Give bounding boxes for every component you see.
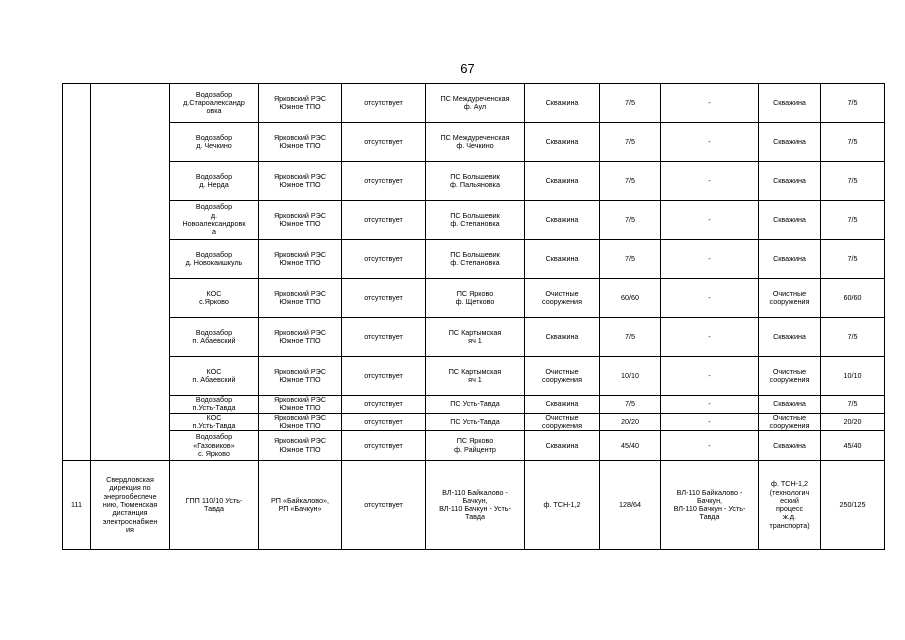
cell-reserve: отсутствует bbox=[342, 396, 426, 414]
cell-load: 7/5 bbox=[600, 318, 661, 357]
cell-consumer: Скважина bbox=[525, 123, 600, 162]
cell-substation: ПС Междуреченская ф. Аул bbox=[426, 84, 525, 123]
cell-alt-load: 7/5 bbox=[821, 396, 885, 414]
cell-alt-source: - bbox=[661, 201, 759, 240]
cell-alt-source: - bbox=[661, 240, 759, 279]
cell-res: Ярковский РЭС Южное ТПО bbox=[259, 279, 342, 318]
cell-res: Ярковский РЭС Южное ТПО bbox=[259, 431, 342, 461]
cell-load: 10/10 bbox=[600, 357, 661, 396]
cell-alt-load: 20/20 bbox=[821, 413, 885, 431]
cell-res: Ярковский РЭС Южное ТПО bbox=[259, 357, 342, 396]
table-row bbox=[63, 357, 885, 396]
cell-reserve: отсутствует bbox=[342, 413, 426, 431]
cell-res: РП «Байкалово», РП «Бачкун» bbox=[259, 461, 342, 550]
cell-reserve: отсутствует bbox=[342, 318, 426, 357]
cell-substation: ПС Картымская яч 1 bbox=[426, 357, 525, 396]
cell-load: 7/5 bbox=[600, 123, 661, 162]
cell-substation: ПС Усть-Тавда bbox=[426, 396, 525, 414]
cell-consumer: Очистные сооружения bbox=[525, 357, 600, 396]
cell-load: 128/64 bbox=[600, 461, 661, 550]
cell-consumer: Скважина bbox=[525, 240, 600, 279]
cell-alt-source: - bbox=[661, 318, 759, 357]
cell-object: Водозабор д.Староалександр овка bbox=[170, 84, 259, 123]
cell-res: Ярковский РЭС Южное ТПО bbox=[259, 84, 342, 123]
cell-consumer: Очистные сооружения bbox=[525, 279, 600, 318]
cell-reserve: отсутствует bbox=[342, 279, 426, 318]
cell-alt-consumer: Очистные сооружения bbox=[759, 357, 821, 396]
table-row bbox=[63, 279, 885, 318]
cell-reserve: отсутствует bbox=[342, 461, 426, 550]
table-row bbox=[63, 413, 885, 431]
cell-consumer: ф. ТСН-1,2 bbox=[525, 461, 600, 550]
cell-alt-load: 250/125 bbox=[821, 461, 885, 550]
cell-consumer: Скважина bbox=[525, 431, 600, 461]
cell-reserve: отсутствует bbox=[342, 123, 426, 162]
cell-alt-consumer: Скважина bbox=[759, 201, 821, 240]
cell-reserve: отсутствует bbox=[342, 240, 426, 279]
cell-consumer: Очистные сооружения bbox=[525, 413, 600, 431]
cell-object: КОС с.Ярково bbox=[170, 279, 259, 318]
cell-res: Ярковский РЭС Южное ТПО bbox=[259, 162, 342, 201]
cell-alt-source: - bbox=[661, 396, 759, 414]
cell-substation: ПС Большевик ф. Пальяновка bbox=[426, 162, 525, 201]
table-row bbox=[63, 201, 885, 240]
cell-alt-load: 7/5 bbox=[821, 84, 885, 123]
cell-alt-load: 7/5 bbox=[821, 201, 885, 240]
table-row bbox=[63, 240, 885, 279]
cell-res: Ярковский РЭС Южное ТПО bbox=[259, 201, 342, 240]
cell-load: 20/20 bbox=[600, 413, 661, 431]
organization-cell bbox=[91, 84, 170, 461]
cell-alt-consumer: Скважина bbox=[759, 396, 821, 414]
cell-substation: ПС Усть-Тавда bbox=[426, 413, 525, 431]
cell-alt-source: - bbox=[661, 279, 759, 318]
cell-object: Водозабор п. Абаевский bbox=[170, 318, 259, 357]
cell-alt-source: - bbox=[661, 123, 759, 162]
cell-reserve: отсутствует bbox=[342, 84, 426, 123]
cell-alt-load: 45/40 bbox=[821, 431, 885, 461]
cell-load: 60/60 bbox=[600, 279, 661, 318]
cell-alt-consumer: Скважина bbox=[759, 162, 821, 201]
cell-reserve: отсутствует bbox=[342, 201, 426, 240]
cell-substation: ПС Картымская яч 1 bbox=[426, 318, 525, 357]
cell-substation: ПС Ярково ф. Щетково bbox=[426, 279, 525, 318]
cell-alt-consumer: Скважина bbox=[759, 240, 821, 279]
cell-consumer: Скважина bbox=[525, 318, 600, 357]
table-row bbox=[63, 162, 885, 201]
cell-res: Ярковский РЭС Южное ТПО bbox=[259, 396, 342, 414]
table-row bbox=[63, 318, 885, 357]
power-supply-table bbox=[62, 83, 885, 550]
cell-load: 7/5 bbox=[600, 162, 661, 201]
cell-alt-load: 7/5 bbox=[821, 162, 885, 201]
table-body bbox=[63, 84, 885, 550]
cell-alt-source: - bbox=[661, 413, 759, 431]
cell-object: КОС п. Абаевский bbox=[170, 357, 259, 396]
cell-alt-load: 7/5 bbox=[821, 318, 885, 357]
cell-alt-load: 7/5 bbox=[821, 240, 885, 279]
cell-res: Ярковский РЭС Южное ТПО bbox=[259, 318, 342, 357]
table-row bbox=[63, 461, 885, 550]
cell-load: 7/5 bbox=[600, 201, 661, 240]
cell-consumer: Скважина bbox=[525, 84, 600, 123]
cell-alt-source: ВЛ-110 Байкалово - Бачкун, ВЛ-110 Бачкун - Усть- Тавда bbox=[661, 461, 759, 550]
cell-alt-consumer: Очистные сооружения bbox=[759, 279, 821, 318]
cell-res: Ярковский РЭС Южное ТПО bbox=[259, 240, 342, 279]
table-row bbox=[63, 84, 885, 123]
cell-object: Водозабор «Газовиков» с. Ярково bbox=[170, 431, 259, 461]
table-row bbox=[63, 431, 885, 461]
cell-alt-source: - bbox=[661, 84, 759, 123]
cell-alt-consumer: Скважина bbox=[759, 431, 821, 461]
cell-res: Ярковский РЭС Южное ТПО bbox=[259, 123, 342, 162]
cell-object: Водозабор д. Нерда bbox=[170, 162, 259, 201]
cell-object: Водозабор д. Новоалександровк а bbox=[170, 201, 259, 240]
cell-alt-load: 7/5 bbox=[821, 123, 885, 162]
cell-reserve: отсутствует bbox=[342, 431, 426, 461]
cell-load: 7/5 bbox=[600, 396, 661, 414]
cell-load: 7/5 bbox=[600, 240, 661, 279]
cell-substation: ВЛ-110 Байкалово - Бачкун, ВЛ-110 Бачкун - Усть- Тавда bbox=[426, 461, 525, 550]
cell-object: КОС п.Усть-Тавда bbox=[170, 413, 259, 431]
cell-substation: ПС Ярково ф. Райцентр bbox=[426, 431, 525, 461]
cell-object: Водозабор д. Чечкино bbox=[170, 123, 259, 162]
cell-res: Ярковский РЭС Южное ТПО bbox=[259, 413, 342, 431]
cell-alt-load: 10/10 bbox=[821, 357, 885, 396]
cell-substation: ПС Большевик ф. Степановка bbox=[426, 240, 525, 279]
row-number-cell bbox=[63, 84, 91, 461]
table-row bbox=[63, 396, 885, 414]
cell-alt-consumer: Скважина bbox=[759, 84, 821, 123]
cell-org: Свердловская дирекция по энергообеспече нию, Тюменская дистанция электроснабжен ия bbox=[91, 461, 170, 550]
cell-load: 45/40 bbox=[600, 431, 661, 461]
cell-object: Водозабор п.Усть-Тавда bbox=[170, 396, 259, 414]
cell-alt-source: - bbox=[661, 431, 759, 461]
cell-alt-consumer: Скважина bbox=[759, 123, 821, 162]
cell-substation: ПС Большевик ф. Степановка bbox=[426, 201, 525, 240]
cell-reserve: отсутствует bbox=[342, 357, 426, 396]
cell-reserve: отсутствует bbox=[342, 162, 426, 201]
cell-alt-source: - bbox=[661, 357, 759, 396]
cell-num: 111 bbox=[63, 461, 91, 550]
cell-alt-consumer: Скважина bbox=[759, 318, 821, 357]
cell-load: 7/5 bbox=[600, 84, 661, 123]
cell-object: ГПП 110/10 Усть- Тавда bbox=[170, 461, 259, 550]
cell-alt-source: - bbox=[661, 162, 759, 201]
cell-consumer: Скважина bbox=[525, 201, 600, 240]
cell-alt-consumer: Очистные сооружения bbox=[759, 413, 821, 431]
cell-alt-load: 60/60 bbox=[821, 279, 885, 318]
cell-alt-consumer: ф. ТСН-1,2 (технологич еский процесс ж.д. транспорта) bbox=[759, 461, 821, 550]
cell-consumer: Скважина bbox=[525, 162, 600, 201]
cell-consumer: Скважина bbox=[525, 396, 600, 414]
table-row bbox=[63, 123, 885, 162]
page-number: 67 bbox=[460, 61, 475, 76]
cell-substation: ПС Междуреченская ф. Чечкино bbox=[426, 123, 525, 162]
cell-object: Водозабор д. Новокаишкуль bbox=[170, 240, 259, 279]
